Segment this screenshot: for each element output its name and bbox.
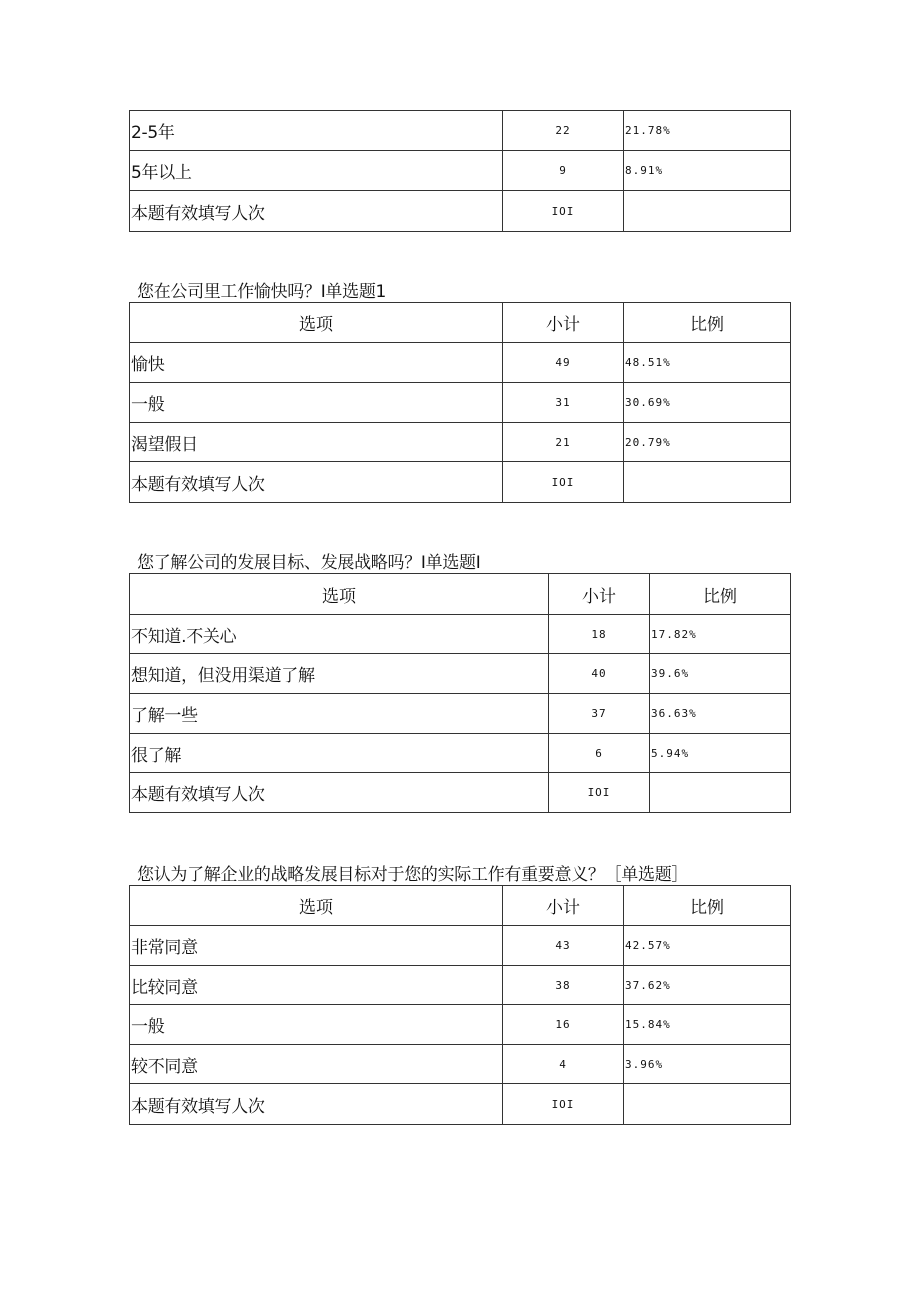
table-row [130,111,791,151]
option-cell: 2-5年 [130,111,503,151]
ratio-header: 比例 [624,886,791,926]
count-cell: IOI [503,191,624,232]
option-cell: 本题有效填写人次 [130,462,503,503]
option-cell: 渴望假日 [130,423,503,462]
table-row [130,734,791,773]
table-row [130,966,791,1005]
ratio-header: 比例 [624,303,791,343]
table-row [130,1005,791,1045]
table-header-row [130,303,791,343]
option-cell: 比较同意 [130,966,503,1005]
ratio-cell: 30.69% [624,383,791,423]
survey-table-q2 [129,573,791,813]
option-cell: 了解一些 [130,694,549,734]
ratio-cell: 5.94% [650,734,791,773]
count-cell: 38 [503,966,624,1005]
count-cell: 4 [503,1045,624,1084]
count-cell: IOI [503,462,624,503]
option-header: 选项 [130,886,503,926]
question-title: 您在公司里工作愉快吗？I单选题1 [137,282,387,302]
ratio-cell [624,462,791,503]
table-header-row [130,886,791,926]
option-cell: 较不同意 [130,1045,503,1084]
ratio-cell [650,773,791,813]
option-cell: 本题有效填写人次 [130,1084,503,1125]
ratio-cell [624,191,791,232]
survey-table-continued [129,110,791,232]
count-header: 小计 [503,303,624,343]
ratio-cell: 20.79% [624,423,791,462]
ratio-cell [624,1084,791,1125]
count-cell: 9 [503,151,624,191]
count-header: 小计 [549,574,650,615]
count-cell: 18 [549,615,650,654]
ratio-cell: 37.62% [624,966,791,1005]
option-cell: 很了解 [130,734,549,773]
ratio-header: 比例 [650,574,791,615]
option-cell: 愉快 [130,343,503,383]
table-row [130,191,791,232]
table-row [130,151,791,191]
count-header: 小计 [503,886,624,926]
option-cell: 本题有效填写人次 [130,773,549,813]
table-row [130,343,791,383]
table-row [130,383,791,423]
count-cell: 6 [549,734,650,773]
survey-table-q1 [129,302,791,503]
table-header-row [130,574,791,615]
table-row [130,694,791,734]
option-cell: 5年以上 [130,151,503,191]
ratio-cell: 15.84% [624,1005,791,1045]
count-cell: IOI [549,773,650,813]
table-row [130,462,791,503]
count-cell: IOI [503,1084,624,1125]
table-row [130,615,791,654]
table-row [130,773,791,813]
count-cell: 43 [503,926,624,966]
table-row [130,423,791,462]
ratio-cell: 3.96% [624,1045,791,1084]
ratio-cell: 17.82% [650,615,791,654]
ratio-cell: 21.78% [624,111,791,151]
table-row [130,654,791,694]
option-header: 选项 [130,574,549,615]
option-cell: 一般 [130,1005,503,1045]
count-cell: 37 [549,694,650,734]
ratio-cell: 39.6% [650,654,791,694]
count-cell: 31 [503,383,624,423]
ratio-cell: 8.91% [624,151,791,191]
count-cell: 16 [503,1005,624,1045]
ratio-cell: 36.63% [650,694,791,734]
question-title: 您了解公司的发展目标、发展战略吗？I单选题I [137,553,481,573]
ratio-cell: 48.51% [624,343,791,383]
option-header: 选项 [130,303,503,343]
question-title: 您认为了解企业的战略发展目标对于您的实际工作有重要意义？［单选题］ [137,865,689,885]
option-cell: 一般 [130,383,503,423]
count-cell: 21 [503,423,624,462]
table-row [130,1045,791,1084]
table-row [130,926,791,966]
option-cell: 非常同意 [130,926,503,966]
survey-table-q3 [129,885,791,1125]
ratio-cell: 42.57% [624,926,791,966]
count-cell: 40 [549,654,650,694]
option-cell: 想知道，但没用渠道了解 [130,654,549,694]
table-row [130,1084,791,1125]
option-cell: 不知道.不关心 [130,615,549,654]
count-cell: 22 [503,111,624,151]
option-cell: 本题有效填写人次 [130,191,503,232]
count-cell: 49 [503,343,624,383]
